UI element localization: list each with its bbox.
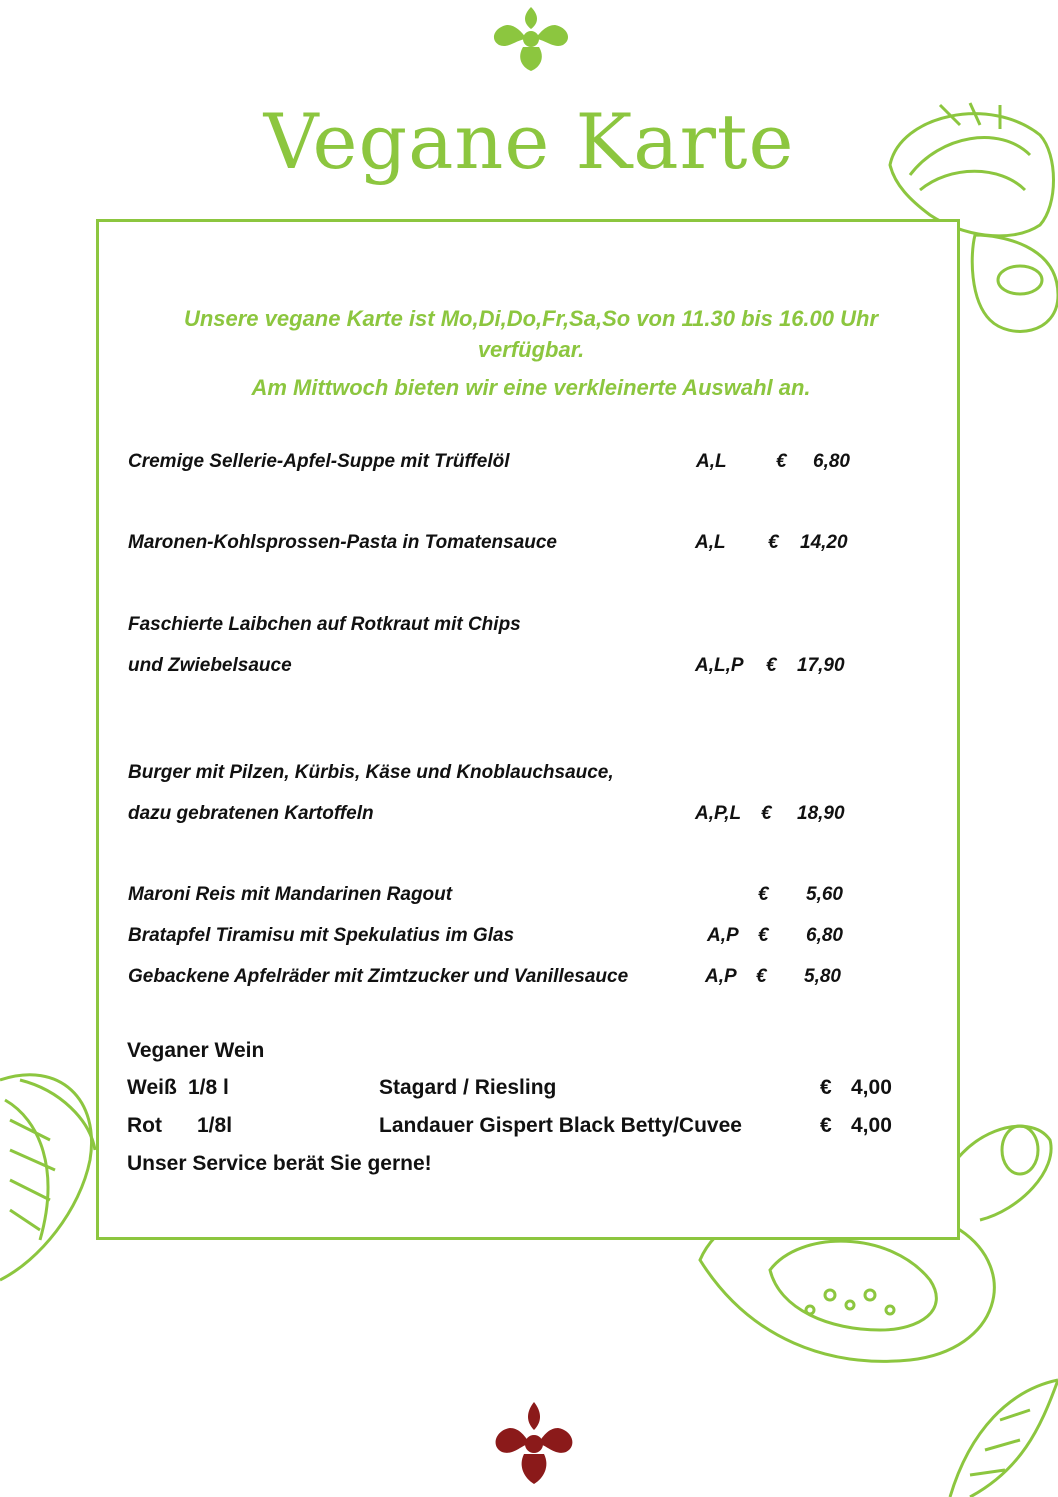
- wednesday-note: Am Mittwoch bieten wir eine verkleinerte Auswahl an.: [251, 375, 811, 400]
- wine-currency: €: [820, 1114, 832, 1137]
- dish-allergens: A,L,P: [695, 655, 744, 676]
- dish-price: 18,90: [797, 803, 845, 824]
- dish-allergens: A,L: [696, 451, 727, 472]
- dish-price: 6,80: [813, 451, 850, 472]
- dish-name: Bratapfel Tiramisu mit Spekulatius im Glas: [128, 925, 515, 946]
- ornament-bottom: [490, 1400, 578, 1486]
- dish-price: 5,80: [804, 966, 841, 987]
- menu-frame: [96, 219, 960, 1240]
- leaf-sketch-left: [0, 1060, 110, 1290]
- wine-name: Landauer Gispert Black Betty/Cuvee: [379, 1114, 742, 1137]
- leaf-sketch-bottom-right: [930, 1370, 1058, 1497]
- wine-price: 4,00: [851, 1076, 892, 1099]
- dish-allergens: A,P: [705, 966, 737, 987]
- dish-name: Burger mit Pilzen, Kürbis, Käse und Knoblauchsauce,: [128, 762, 614, 783]
- wine-size: 1/8 l: [188, 1076, 229, 1099]
- dish-price: 6,80: [806, 925, 843, 946]
- dish-price: 5,60: [806, 884, 843, 905]
- dish-currency: €: [758, 884, 769, 905]
- wine-price: 4,00: [851, 1114, 892, 1137]
- wine-type: Weiß: [127, 1076, 177, 1099]
- dish-name: Maronen-Kohlsprossen-Pasta in Tomatensauce: [128, 532, 558, 553]
- wine-currency: €: [820, 1076, 832, 1099]
- dish-currency: €: [776, 451, 787, 472]
- dish-price: 14,20: [800, 532, 848, 553]
- wine-size: 1/8l: [197, 1114, 233, 1137]
- dish-name-continued: und Zwiebelsauce: [128, 655, 292, 676]
- dish-currency: €: [768, 532, 779, 553]
- availability-line-2: verfügbar.: [477, 337, 585, 362]
- dish-currency: €: [756, 966, 767, 987]
- dish-currency: €: [766, 655, 777, 676]
- wine-name: Stagard / Riesling: [379, 1076, 557, 1099]
- dish-name: Maroni Reis mit Mandarinen Ragout: [128, 884, 453, 905]
- dish-name: Gebackene Apfelräder mit Zimtzucker und Vanillesauce: [128, 966, 629, 987]
- dish-currency: €: [758, 925, 769, 946]
- dish-allergens: A,P,L: [695, 803, 742, 824]
- ornament-top: [487, 5, 575, 73]
- dish-name-continued: dazu gebratenen Kartoffeln: [128, 803, 374, 824]
- dish-name: Cremige Sellerie-Apfel-Suppe mit Trüffelöl: [128, 451, 510, 472]
- dish-allergens: A,P: [707, 925, 739, 946]
- dish-price: 17,90: [797, 655, 845, 676]
- availability-line-1: Unsere vegane Karte ist Mo,Di,Do,Fr,Sa,So von 11.30 bis 16.00 Uhr: [183, 306, 879, 331]
- wine-type: Rot: [127, 1114, 162, 1137]
- wine-heading: Veganer Wein: [127, 1039, 265, 1062]
- dish-allergens: A,L: [695, 532, 726, 553]
- page-title: Vegane Karte: [263, 97, 795, 186]
- service-note: Unser Service berät Sie gerne!: [127, 1152, 432, 1175]
- dish-name: Faschierte Laibchen auf Rotkraut mit Chips: [128, 614, 521, 635]
- dish-currency: €: [761, 803, 772, 824]
